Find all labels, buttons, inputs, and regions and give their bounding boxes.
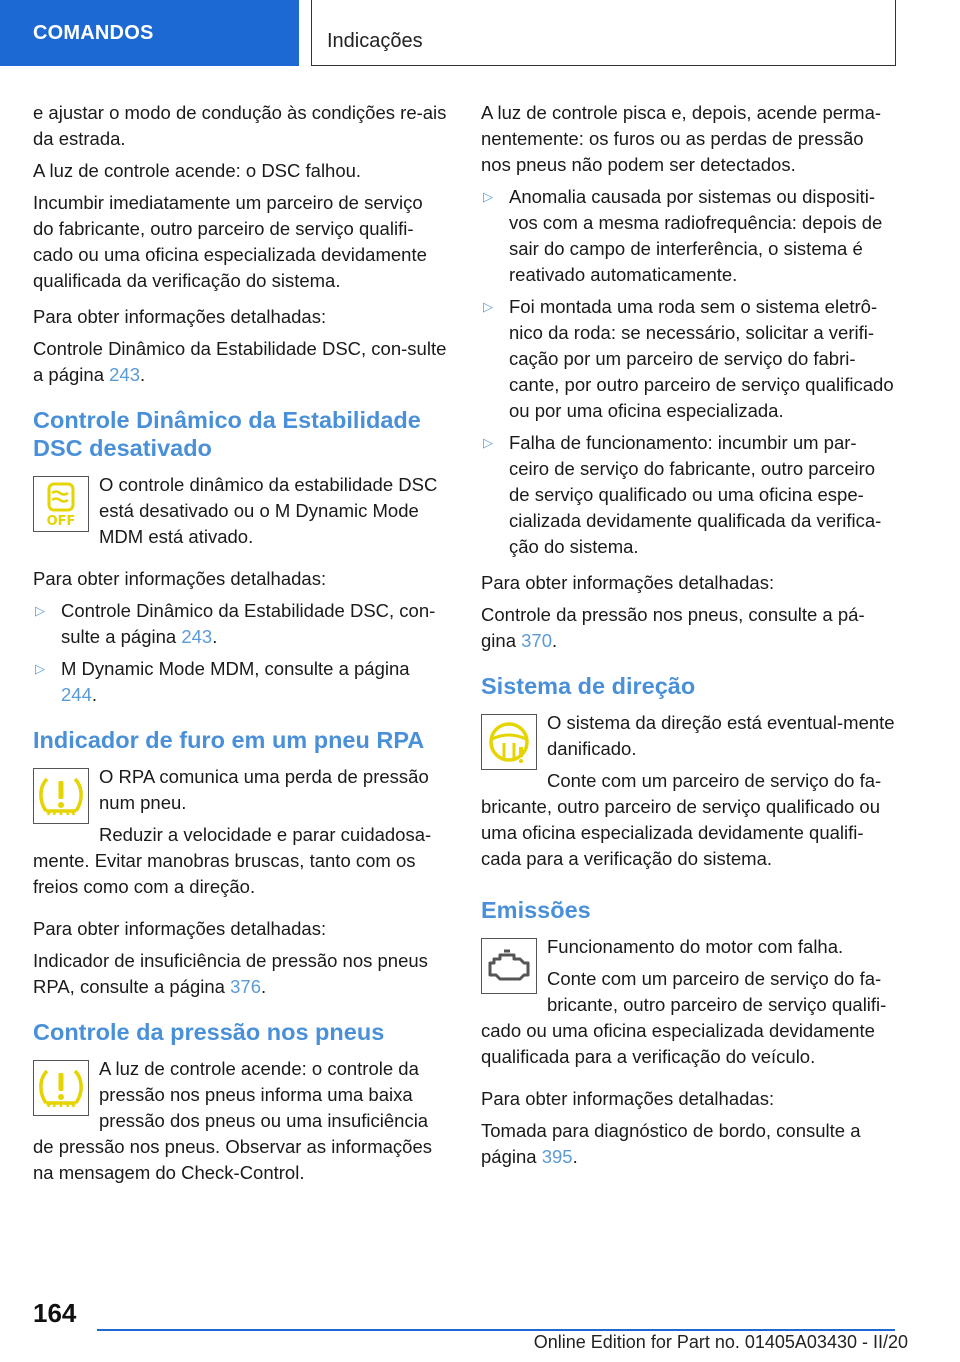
tpm-block (33, 1056, 448, 1192)
section-tab: COMANDOS (0, 0, 299, 66)
heading-emissions: Emissões (481, 897, 591, 923)
heading-tpm: Controle da pressão nos pneus (33, 1019, 385, 1045)
triangle-right-icon: ▷ (35, 661, 45, 676)
triangle-right-icon: ▷ (483, 189, 493, 204)
paragraph: A luz de controle pisca e, depois, acende perma-nentemente: os furos ou as perdas de pressão nos pneus não podem ser detectados. (481, 102, 882, 175)
list-item: ▷ Falha de funcionamento: incumbir um par-ceiro de serviço do fabricante, outro parceiro de serviço qualificado ou uma oficina espe-cializada devidamente qualificada da verifica-ção do sistema. (483, 432, 882, 557)
paragraph: O RPA comunica uma perda de pressão num pneu. (99, 766, 429, 813)
list-item: ▷ M Dynamic Mode MDM, consulte a página 244. (35, 658, 410, 705)
paragraph: A luz de controle acende: o DSC falhou. (33, 160, 362, 181)
paragraph: Para obter informações detalhadas: (481, 1088, 775, 1109)
edition-note: Online Edition for Part no. 01405A03430 - II/20 (533, 1332, 908, 1352)
paragraph: Conte com um parceiro de serviço do fa-bricante, outro parceiro de serviço qualificado ou uma oficina especializada devidamente qualifi-cada para a verificação do sistema. (481, 770, 882, 869)
heading-rpa: Indicador de furo em um pneu RPA (33, 727, 425, 753)
page-link-243[interactable]: 243 (181, 626, 213, 647)
dsc-off-block (33, 472, 448, 556)
svg-text:OFF: OFF (46, 514, 76, 528)
engine-check-icon (481, 938, 537, 994)
tire-pressure-warning-icon (33, 768, 89, 824)
cause-list (481, 184, 896, 560)
paragraph: Para obter informações detalhadas: (33, 568, 327, 589)
page-number: 164 (33, 1298, 77, 1328)
list-item: ▷ Controle Dinâmico da Estabilidade DSC, con-sulte a página 243. (35, 600, 436, 647)
paragraph: Incumbir imediatamente um parceiro de serviço do fabricante, outro parceiro de serviço qualifi-cado ou uma oficina especializada devidamente qualificada da verificação do sistema. (33, 192, 427, 291)
page-link-244[interactable]: 244 (61, 684, 92, 705)
reference-paragraph: Controle da pressão nos pneus, consulte a pá-gina 370. (481, 604, 865, 651)
reference-paragraph: Indicador de insuficiência de pressão nos pneus RPA, consulte a página 376. (33, 950, 428, 997)
paragraph: Para obter informações detalhadas: (481, 572, 775, 593)
list-item: ▷ Foi montada uma roda sem o sistema eletrô-nico da roda: se necessário, solicitar a verifi-cação por um parceiro de serviço do fabri-cante, por outro parceiro de serviço qualificado ou por uma oficina especializada. (483, 296, 894, 421)
steering-warning-icon (481, 714, 537, 770)
dsc-off-icon (33, 476, 89, 532)
chapter-title: Indicações (311, 0, 896, 66)
paragraph: A luz de controle acende: o controle da pressão nos pneus informa uma baixa pressão dos pneus ou uma insuficiência de pressão nos pneus. Observar as informações na mensagem do Check-Control. (33, 1058, 432, 1183)
paragraph: Para obter informações detalhadas: (33, 918, 327, 939)
tire-pressure-warning-icon (33, 1060, 89, 1116)
page-link-376[interactable]: 376 (230, 976, 261, 997)
paragraph: O sistema da direção está eventual-mente danificado. (547, 712, 895, 759)
heading-steering: Sistema de direção (481, 673, 696, 699)
reference-list (33, 598, 448, 708)
list-item: ▷ Anomalia causada por sistemas ou dispositi-vos com a mesma radiofrequência: depois de sair do campo de interferência, o sistema é reativado automaticamente. (483, 186, 883, 285)
right-column (481, 100, 896, 1176)
rpa-block (33, 764, 448, 906)
triangle-right-icon: ▷ (35, 603, 45, 618)
page-link-395[interactable]: 395 (541, 1146, 573, 1167)
left-column (33, 100, 448, 1192)
footer-divider (97, 1329, 895, 1331)
paragraph: Para obter informações detalhadas: (33, 306, 327, 327)
paragraph: O controle dinâmico da estabilidade DSC está desativado ou o M Dynamic Mode MDM está ativado. (99, 474, 438, 547)
heading-dsc-off: Controle Dinâmico da Estabilidade DSC desativado (33, 407, 421, 461)
triangle-right-icon: ▷ (483, 435, 493, 450)
steering-block (481, 710, 896, 878)
triangle-right-icon: ▷ (483, 299, 493, 314)
paragraph: Reduzir a velocidade e parar cuidadosa-mente. Evitar manobras bruscas, tanto com os freios como com a direção. (33, 824, 432, 897)
reference-paragraph: Tomada para diagnóstico de bordo, consulte a página 395. (481, 1120, 861, 1167)
page-header (0, 0, 960, 66)
page-link-243[interactable]: 243 (109, 364, 140, 385)
page-link-370[interactable]: 370 (521, 630, 552, 651)
paragraph: Funcionamento do motor com falha. (547, 936, 844, 957)
emissions-block (481, 934, 896, 1076)
reference-paragraph: Controle Dinâmico da Estabilidade DSC, con-sulte a página 243. (33, 338, 447, 385)
paragraph: e ajustar o modo de condução às condições re-ais da estrada. (33, 102, 447, 149)
paragraph: Conte com um parceiro de serviço do fa-bricante, outro parceiro de serviço qualifi-cado ou uma oficina especializada devidamente qualificada para a verificação do veículo. (481, 968, 887, 1067)
